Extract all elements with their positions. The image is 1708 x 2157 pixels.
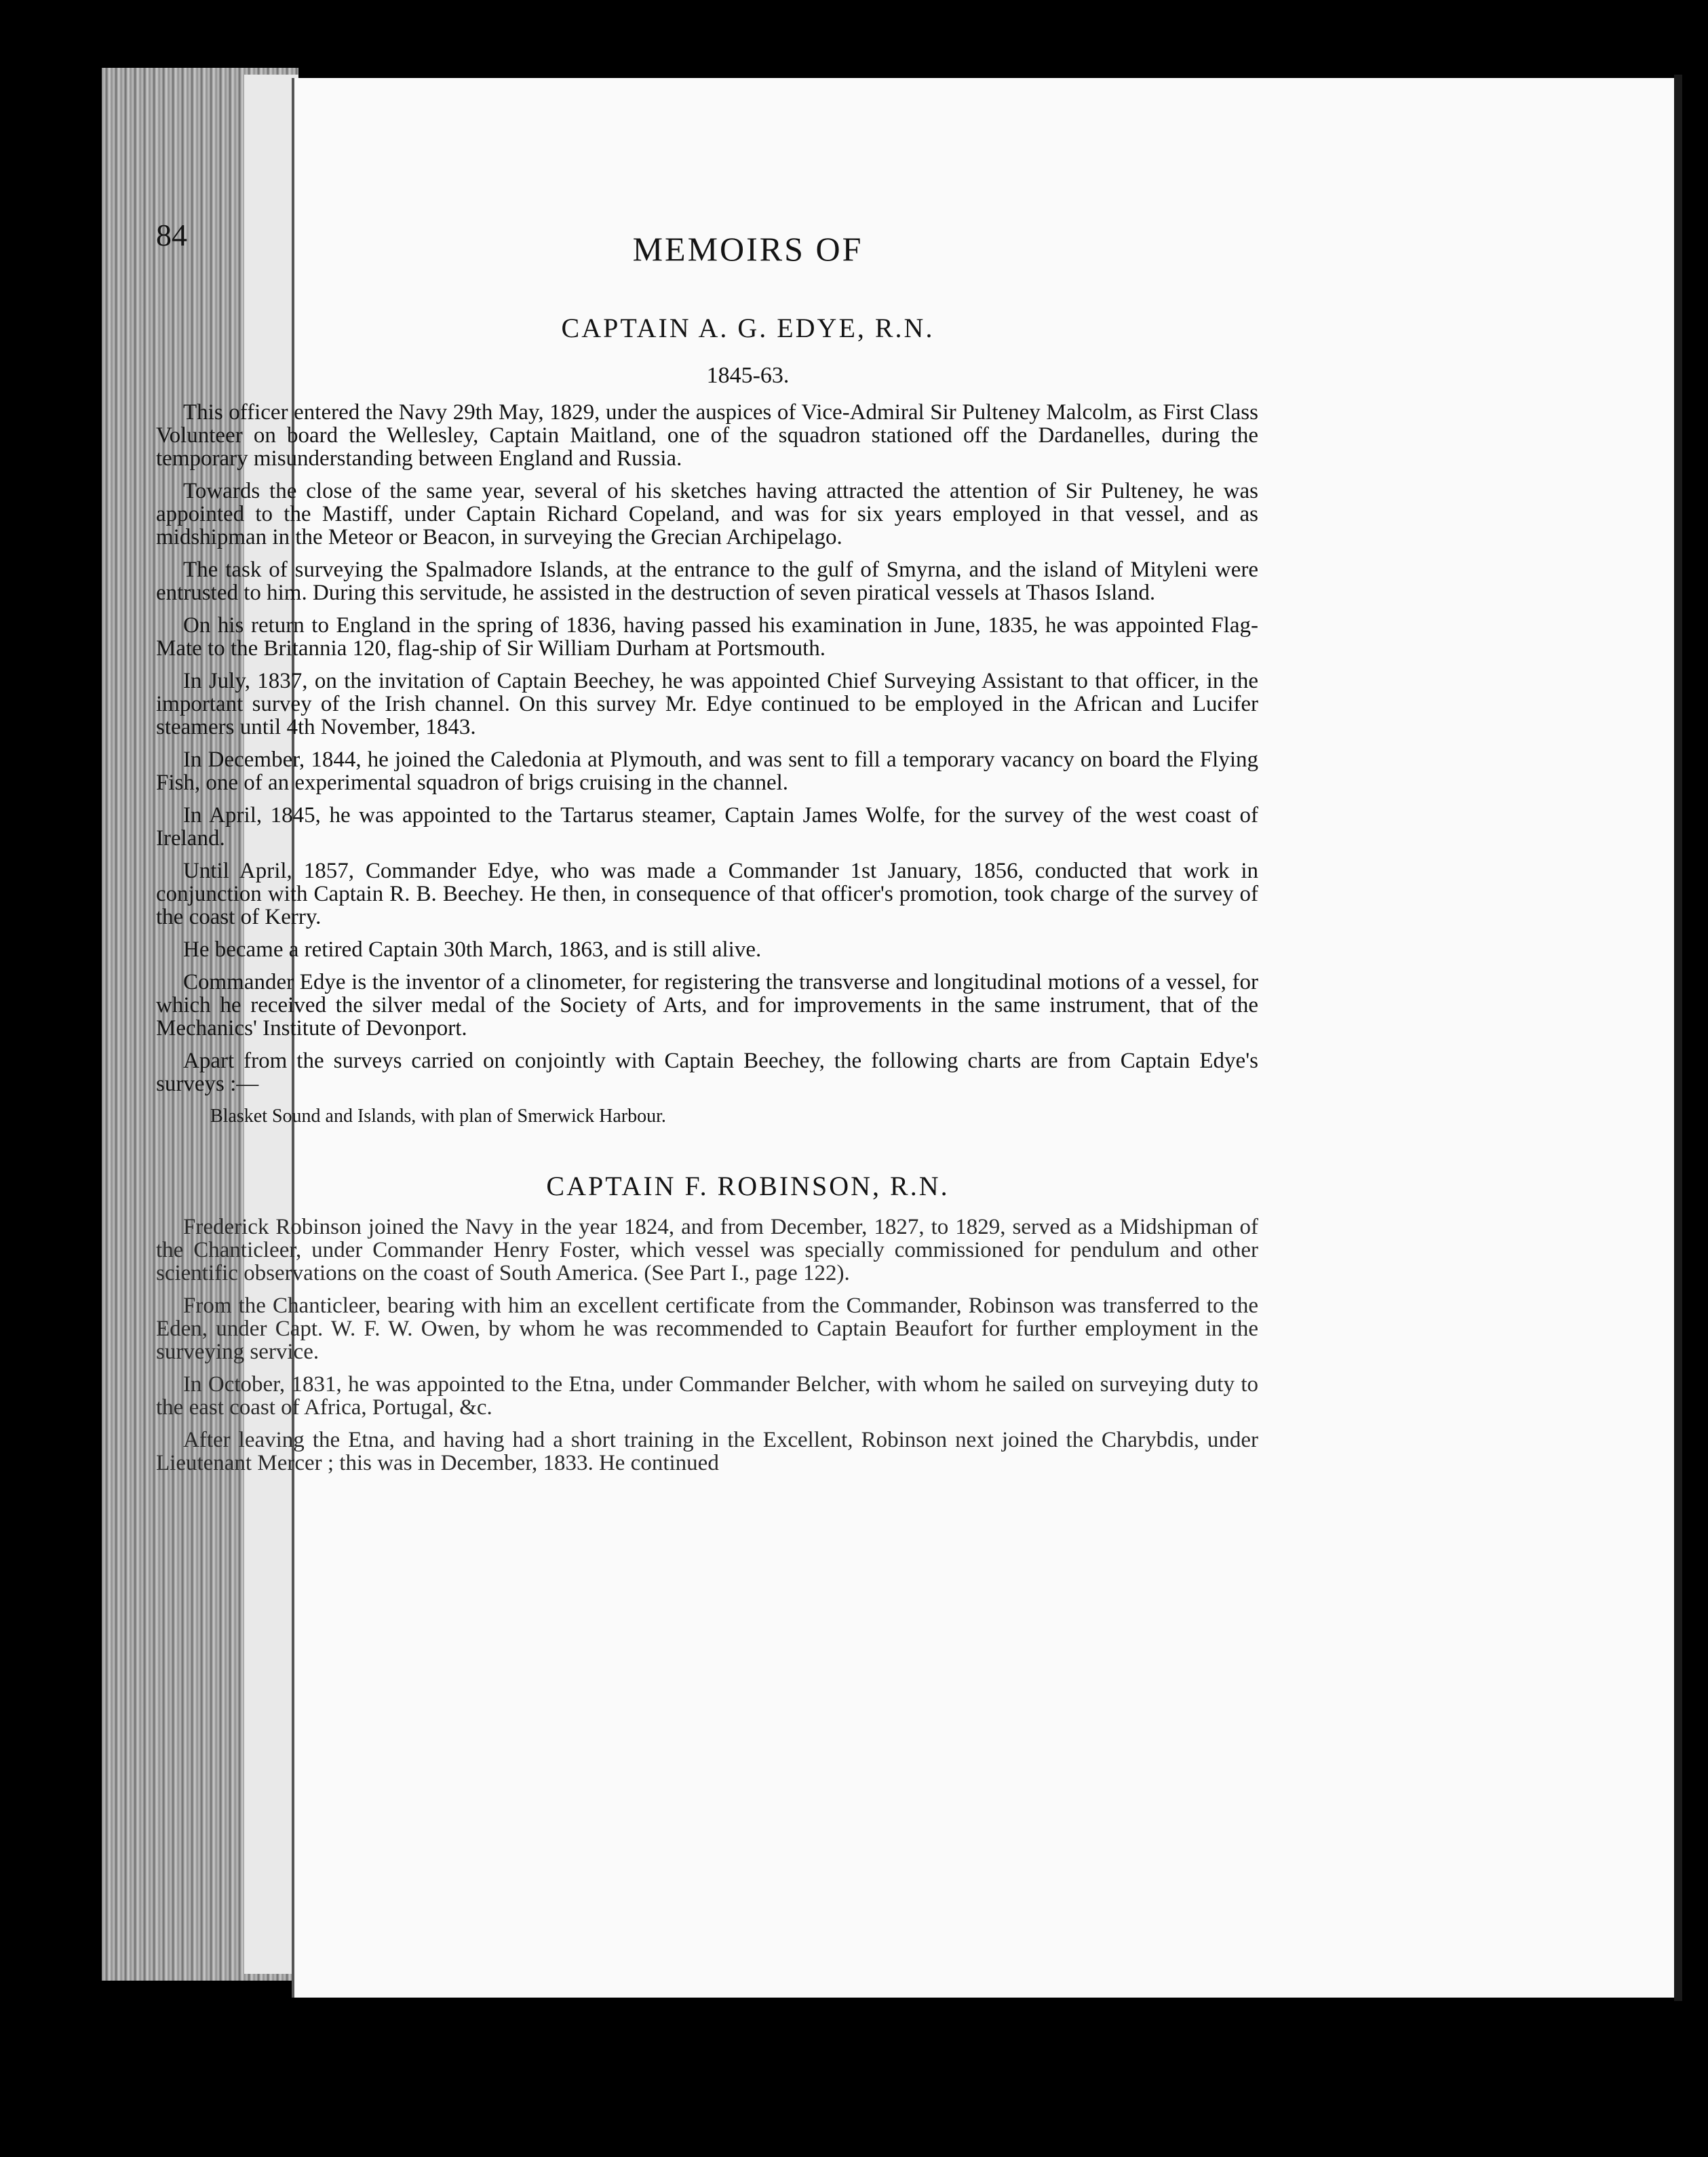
section-heading-robinson: CAPTAIN F. ROBINSON, R.N. xyxy=(546,1171,950,1201)
paragraph: After leaving the Etna, and having had a short training in the Excellent, Robinson next joined the Charybdis, under Lieutenant Mercer ; this was in December, 1833. He continued xyxy=(156,1428,1258,1475)
paragraph: In October, 1831, he was appointed to the Etna, under Commander Belcher, with whom he sailed on surveying duty to the east coast of Africa, Portugal, &c. xyxy=(156,1372,1258,1420)
paragraph: Apart from the surveys carried on conjointly with Captain Beechey, the following charts are from Captain Edye's surveys :— xyxy=(156,1049,1258,1096)
paragraph: In April, 1845, he was appointed to the Tartarus steamer, Captain James Wolfe, for the survey of the west coast of Ireland. xyxy=(156,803,1258,851)
page-content xyxy=(156,217,1258,1484)
paragraph: Frederick Robinson joined the Navy in the year 1824, and from December, 1827, to 1829, served as a Midshipman of the Chanticleer, under Commander Henry Foster, which vessel was specially commissioned for pendulum and other scientific observations on the coast of South America. (See Part I., page 122). xyxy=(156,1215,1258,1285)
paragraph: In July, 1837, on the invitation of Captain Beechey, he was appointed Chief Surveying Assistant to that officer, in the important survey of the Irish channel. On this survey Mr. Edye continued to be employed in the African and Lucifer steamers until 4th November, 1843. xyxy=(156,669,1258,739)
paragraph: Towards the close of the same year, several of his sketches having attracted the attention of Sir Pulteney, he was appointed to the Mastiff, under Captain Richard Copeland, and was for six years employed in that vessel, and as midshipman in the Meteor or Beacon, in surveying the Grecian Archipelago. xyxy=(156,479,1258,549)
section-body-edye xyxy=(156,401,1258,1128)
page-right-edge xyxy=(1674,75,1682,2001)
paragraph: He became a retired Captain 30th March, 1863, and is still alive. xyxy=(183,937,762,962)
section-dates: 1845-63. xyxy=(706,363,790,388)
paragraph: Commander Edye is the inventor of a clinometer, for registering the transverse and longitudinal motions of a vessel, for which he received the silver medal of the Society of Arts, and for improvements in the same instrument, that of the Mechanics' Institute of Devonport. xyxy=(156,970,1258,1041)
page-number: 84 xyxy=(156,218,187,252)
paragraph: From the Chanticleer, bearing with him an excellent certificate from the Commander, Robinson was transferred to the Eden, under Capt. W. F. W. Owen, by whom he was recommended to Captain Beaufort for further employment in the surveying service. xyxy=(156,1294,1258,1364)
running-head xyxy=(156,217,1258,278)
chart-list-item: Blasket Sound and Islands, with plan of Smerwick Harbour. xyxy=(210,1106,666,1127)
paragraph: Until April, 1857, Commander Edye, who was made a Commander 1st January, 1856, conducted that work in conjunction with Captain R. B. Beechey. He then, in consequence of that officer's promotion, took charge of the survey of the coast of Kerry. xyxy=(156,859,1258,929)
section-heading-edye: CAPTAIN A. G. EDYE, R.N. xyxy=(561,313,935,343)
paragraph: The task of surveying the Spalmadore Islands, at the entrance to the gulf of Smyrna, and the island of Mityleni were entrusted to him. During this servitude, he assisted in the destruction of seven piratical vessels at Thasos Island. xyxy=(156,558,1258,605)
running-title: MEMOIRS OF xyxy=(632,230,863,268)
section-body-robinson xyxy=(156,1216,1258,1475)
paragraph: This officer entered the Navy 29th May, 1829, under the auspices of Vice-Admiral Sir Pulteney Malcolm, as First Class Volunteer on board the Wellesley, Captain Maitland, one of the squadron stationed off the Dardanelles, during the temporary misunderstanding between England and Russia. xyxy=(156,400,1258,471)
paragraph: In December, 1844, he joined the Caledonia at Plymouth, and was sent to fill a temporary vacancy on board the Flying Fish, one of an experimental squadron of brigs cruising in the channel. xyxy=(156,747,1258,795)
paragraph: On his return to England in the spring of 1836, having passed his examination in June, 1835, he was appointed Flag-Mate to the Britannia 120, flag-ship of Sir William Durham at Portsmouth. xyxy=(156,613,1258,661)
